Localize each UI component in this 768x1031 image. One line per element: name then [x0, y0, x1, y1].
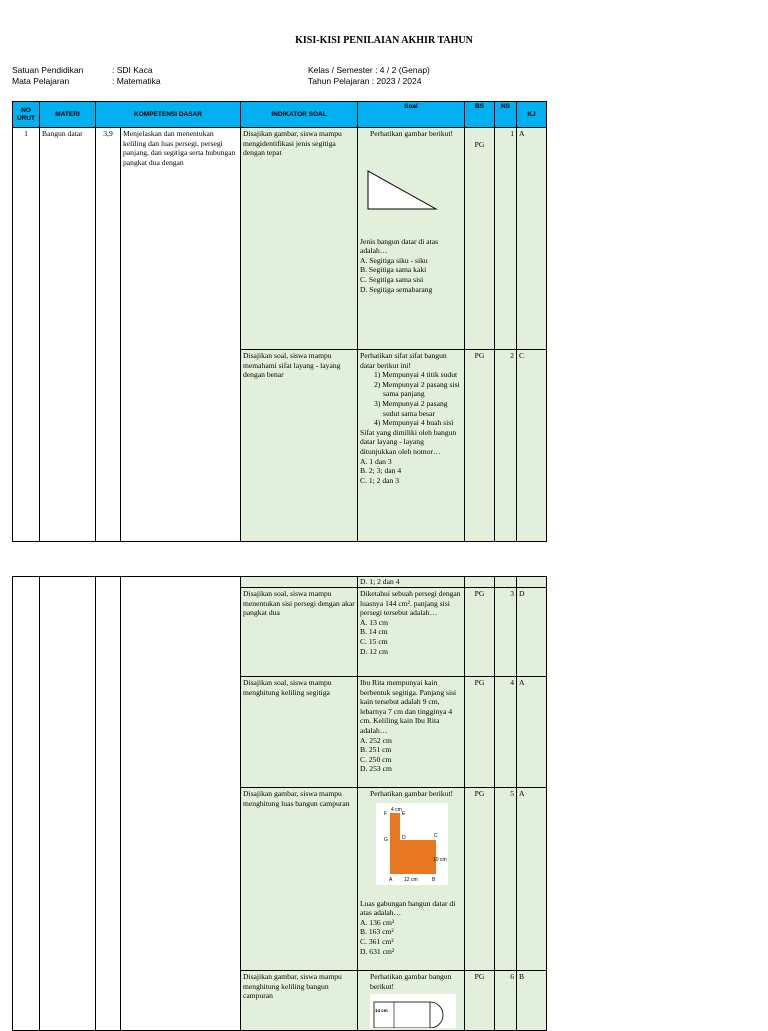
- mapel-value: : Matematika: [112, 76, 161, 86]
- indikator-2: Disajikan soal, siswa mampu memahami sifat layang - layang dengan benar: [241, 350, 358, 542]
- fig-label-10cm: 10 cm: [433, 856, 447, 863]
- soal-2-option-a: A. 1 dan 3: [360, 456, 392, 466]
- row-no: 1: [13, 128, 40, 542]
- fig-label-e: E: [402, 810, 406, 817]
- soal-5-option-b: B. 163 cm²: [360, 927, 394, 937]
- fig-label-c: C: [434, 832, 438, 839]
- kj-4: A: [517, 677, 547, 788]
- kj-6: B: [517, 971, 547, 1031]
- fig-label-4cm: 4 cm: [391, 806, 402, 813]
- soal-1-option-d: D. Segitiga semabarang: [360, 284, 433, 294]
- ns-1: 1: [495, 128, 517, 350]
- page-title: KISI-KISI PENILAIAN AKHIR TAHUN: [295, 35, 473, 46]
- fig-label-f: F: [384, 810, 388, 817]
- bs-3: PG: [465, 588, 495, 677]
- soal-2-intro: Perhatikan sifat sifat bangun datar berikut ini!: [360, 351, 447, 370]
- soal-4-question: Ibu Rita mempunyai kain berbentuk segitiga. Panjang sisi kain tersebut adalah 9 cm, lebarnya 7 cm dan tingginya 4 cm. Keliling kain Ibu Rita adalah…: [360, 678, 457, 735]
- indikator-3: Disajikan soal, siswa mampu menentukan sisi persegi dengan akar pangkat dua: [241, 588, 358, 677]
- soal-5: [358, 788, 465, 971]
- soal-1-option-c: C. Segitiga sama sisi: [360, 274, 424, 284]
- soal-2-question: Sifat yang dimiliki oleh bangun datar layang - layang ditunjukkan oleh nomor…: [360, 427, 457, 456]
- ns-5: 5: [495, 788, 517, 971]
- header-materi: MATERI: [40, 102, 96, 128]
- bs-4: PG: [465, 677, 495, 788]
- soal-5-question: Luas gabungan bangun datar di atas adalah…: [360, 898, 456, 918]
- soal-6: [358, 971, 465, 1031]
- soal-3-option-b: B. 14 cm: [360, 627, 388, 637]
- indikator-1: Disajikan gambar, siswa mampu mengidentifikasi jenis segitiga dengan tepat: [241, 128, 358, 350]
- header-soal: Soal: [358, 102, 465, 128]
- soal-5-intro: Perhatikan gambar berikut!: [370, 789, 454, 798]
- cont-ns: [495, 577, 517, 588]
- ns-6: 6: [495, 971, 517, 1031]
- cont-option-d: D. 1; 2 dan 4: [358, 577, 465, 588]
- soal-2-list-2: 2) Mempunyai 2 pasang sisi sama panjang: [374, 379, 460, 399]
- cont-no: [13, 577, 40, 1031]
- soal-3-option-c: C. 15 cm: [360, 636, 388, 646]
- soal-1-intro: Perhatikan gambar berikut!: [370, 129, 454, 138]
- header-kd: KOMPETENSI DASAR: [96, 102, 241, 128]
- soal-4-option-d: D. 253 cm: [360, 764, 392, 774]
- soal-1-option-a: A. Segitiga siku - siku: [360, 255, 428, 265]
- soal-3-question: Diketahui sebuah persegi dengan luasnya 144 cm². panjang sisi persegi tersebut adalah…: [360, 589, 461, 618]
- kelas-semester: Kelas / Semester : 4 / 2 (Genap): [308, 65, 430, 75]
- composite-shape-figure: [376, 803, 448, 885]
- ns-4: 4: [495, 677, 517, 788]
- cont-kj: [517, 577, 547, 588]
- cont-indikator: [241, 577, 358, 588]
- kj-3: D: [517, 588, 547, 677]
- row-kd-number: 3,9: [96, 128, 121, 542]
- meta-right: [308, 65, 430, 87]
- soal-5-option-a: A. 136 cm²: [360, 917, 395, 927]
- soal-5-option-c: C. 361 cm²: [360, 936, 394, 946]
- kj-5: A: [517, 788, 547, 971]
- soal-3-option-d: D. 12 cm: [360, 646, 389, 656]
- soal-2-option-c: C. 1; 2 dan 3: [360, 475, 400, 485]
- header-kj: KJ: [517, 102, 547, 128]
- bs-5: PG: [465, 788, 495, 971]
- fig-label-14cm: 14 cm: [375, 1008, 388, 1014]
- fig-label-d: D: [402, 834, 406, 841]
- satuan-label: Satuan Pendidikan: [12, 65, 84, 75]
- bs-2: PG: [465, 350, 495, 542]
- fig-label-b: B: [432, 876, 436, 883]
- ns-2: 2: [495, 350, 517, 542]
- kisi-table-1: [12, 101, 547, 542]
- indikator-6: Disajikan gambar, siswa mampu menghitung keliling bangun campuran: [241, 971, 358, 1031]
- soal-1-option-b: B. Segitiga sama kaki: [360, 265, 427, 275]
- soal-3: [358, 588, 465, 677]
- cont-kd-text: [121, 577, 241, 1031]
- cont-materi: [40, 577, 96, 1031]
- kj-1: A: [517, 128, 547, 350]
- tahun-pelajaran: Tahun Pelajaran : 2023 / 2024: [308, 76, 422, 86]
- cont-bs: [465, 577, 495, 588]
- composite-rect-semicircle-figure: [370, 994, 456, 1028]
- cont-kd-number: [96, 577, 121, 1031]
- soal-1-question: Jenis bangun datar di atas adalah…: [360, 236, 439, 256]
- fig-label-a: A: [389, 876, 393, 883]
- header-ns: NS: [495, 102, 517, 128]
- meta-left: [12, 65, 161, 87]
- bs-6: PG: [465, 971, 495, 1031]
- mapel-label: Mata Pelajaran: [12, 76, 70, 86]
- soal-5-option-d: D. 631 cm²: [360, 946, 395, 956]
- soal-4-option-b: B. 251 cm: [360, 745, 392, 755]
- soal-4-option-c: C. 250 cm: [360, 754, 392, 764]
- fig-label-g: G: [384, 836, 388, 843]
- satuan-value: : SDI Kaca: [112, 65, 153, 75]
- soal-2: [358, 350, 465, 542]
- soal-3-option-a: A. 13 cm: [360, 617, 389, 627]
- right-triangle-figure: [366, 165, 446, 213]
- soal-2-list-1: 1) Mempunyai 4 titik sudut: [374, 370, 458, 380]
- soal-1: [358, 128, 465, 350]
- fig-label-12cm: 12 cm: [404, 876, 418, 883]
- indikator-5: Disajikan gambar, siswa mampu menghitung luas bangun campuran: [241, 788, 358, 971]
- bs-1: PG: [465, 128, 495, 350]
- soal-2-list-4: 4) Mempunyai 4 buah sisi: [374, 418, 454, 428]
- soal-2-list-3: 3) Mempunyai 2 pasang sudut sama besar: [374, 398, 448, 418]
- soal-6-intro: Perhatikan gambar bangun berikut!: [370, 972, 452, 991]
- soal-2-option-b: B. 2; 3; dan 4: [360, 466, 402, 476]
- ns-3: 3: [495, 588, 517, 677]
- soal-4-option-a: A. 252 cm: [360, 735, 392, 745]
- row-materi: Bangun datar: [40, 128, 96, 542]
- indikator-4: Disajikan soal, siswa mampu menghitung keliling segitiga: [241, 677, 358, 788]
- soal-4: [358, 677, 465, 788]
- kisi-table-2: [12, 576, 547, 1031]
- row-kd-text: Menjelaskan dan menentukan keliling dan luas persegi, persegi panjang, dan segitiga serta hubungan pangkat dua dengan: [121, 128, 241, 542]
- header-indikator: INDIKATOR SOAL: [241, 102, 358, 128]
- kj-2: C: [517, 350, 547, 542]
- header-bs: BS: [465, 102, 495, 128]
- header-no: NO URUT: [13, 102, 40, 128]
